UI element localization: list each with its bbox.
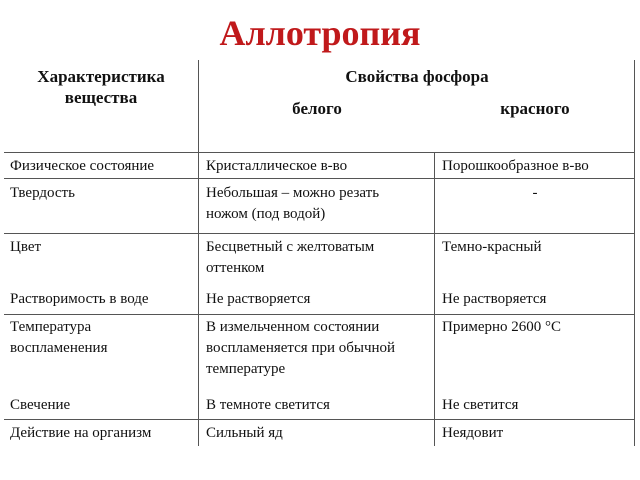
row-white-line: воспламеняется при обычной — [206, 340, 396, 356]
row-white: В темноте светится — [206, 397, 330, 413]
row-white-line: Небольшая – можно резать — [206, 185, 380, 201]
row-white: Сильный яд — [206, 425, 283, 441]
row-white — [206, 317, 395, 380]
row-red: Неядовит — [442, 425, 504, 441]
row-white-line: В измельченном состоянии — [206, 319, 380, 335]
row-name: Свечение — [10, 397, 71, 413]
row-name-line: Температура — [10, 319, 92, 335]
row-white: Кристаллическое в-во — [206, 158, 348, 174]
row-red: Не светится — [442, 397, 519, 413]
table-divider — [434, 152, 435, 446]
row-name-line: воспламенения — [10, 340, 108, 356]
table-divider — [4, 152, 634, 153]
row-red: Порошкообразное в-во — [442, 158, 589, 174]
row-white-line: Бесцветный с желтоватым — [206, 239, 375, 255]
table-divider — [198, 60, 199, 446]
row-name: Действие на организм — [10, 425, 152, 441]
row-white — [206, 183, 379, 225]
header-characteristic-line2: вещества — [64, 88, 138, 107]
header-properties: Свойства фосфора — [345, 67, 489, 86]
table-divider — [634, 60, 635, 446]
table-divider — [4, 419, 634, 420]
page-title: Аллотропия — [219, 13, 421, 53]
row-name: Физическое состояние — [10, 158, 155, 174]
row-name — [10, 317, 107, 359]
row-name: Твердость — [10, 185, 75, 201]
row-name: Цвет — [10, 239, 42, 255]
table-divider — [4, 233, 634, 234]
table-divider — [4, 178, 634, 179]
header-characteristic-line1: Характеристика — [37, 67, 165, 86]
row-red: - — [532, 185, 538, 201]
header-white: белого — [292, 99, 342, 118]
row-white-line: оттенком — [206, 260, 265, 276]
row-red: Не растворяется — [442, 291, 547, 307]
row-white-line: ножом (под водой) — [206, 206, 326, 222]
row-white — [206, 237, 374, 279]
row-white: Не растворяется — [206, 291, 311, 307]
row-name: Растворимость в воде — [10, 291, 149, 307]
table-divider — [4, 314, 634, 315]
row-red: Темно-красный — [442, 239, 542, 255]
header-characteristic — [6, 66, 196, 108]
header-red: красного — [500, 99, 570, 118]
row-white-line: температуре — [206, 361, 286, 377]
row-red: Примерно 2600 °C — [442, 319, 562, 335]
